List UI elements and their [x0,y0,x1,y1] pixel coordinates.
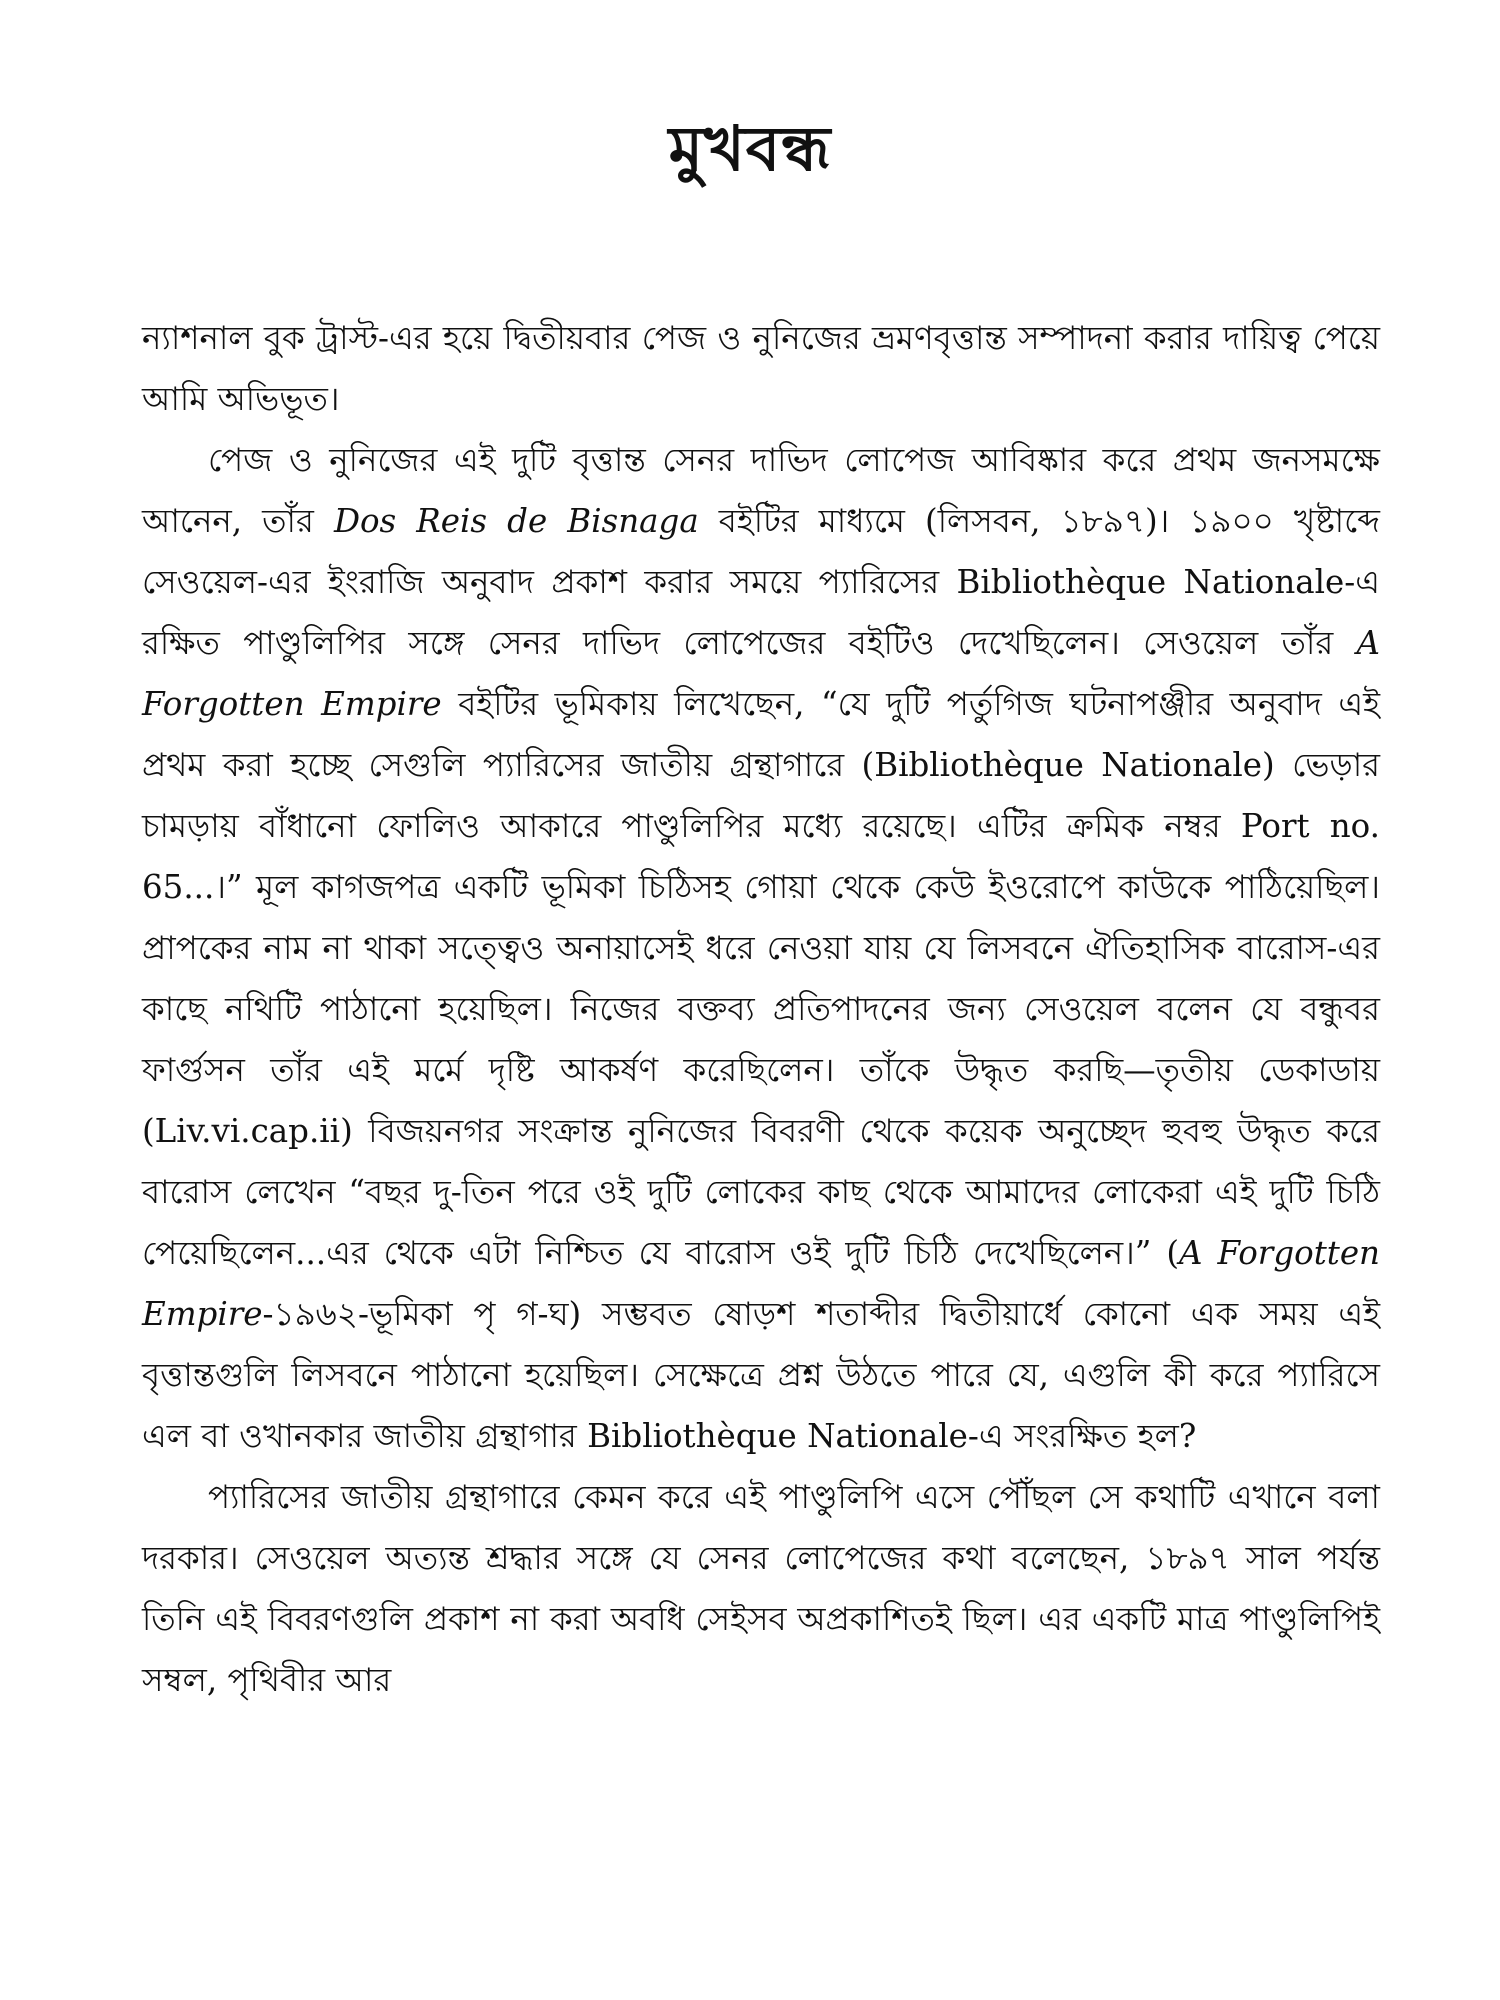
paragraph-3-text: প্যারিসের জাতীয় গ্রন্থাগারে কেমন করে এই পাণ্ডুলিপি এসে পৌঁছল সে কথাটি এখানে বলা দরকার। সেওয়েল অত্যন্ত শ্রদ্ধার সঙ্গে যে সেনর লোপেজের কথা বলেছেন, ১৮৯৭ সাল পর্যন্ত তিনি এই বিবরণগুলি প্রকাশ না করা অবধি সেইসব অপ্রকাশিতই ছিল। এর একটি মাত্র পাণ্ডুলিপিই সম্বল, পৃথিবীর আর [142,1478,1380,1699]
book-title-forgotten-empire: A Forgotten Empire [142,1234,1380,1333]
book-title-forgotten-empire: A Forgotten Empire [142,624,1380,723]
paragraph-2 [142,430,1380,1467]
paragraph-2-text: বইটির ভূমিকায় লিখেছেন, “যে দুটি পর্তুগিজ ঘটনাপঞ্জীর অনুবাদ এই প্রথম করা হচ্ছে সেগুলি প্যারিসের জাতীয় গ্রন্থাগারে (Bibliothèque Nationale) ভেড়ার চামড়ায় বাঁধানো ফোলিও আকারে পাণ্ডুলিপির মধ্যে রয়েছে। এটির ক্রমিক নম্বর Port no. 65...।” মূল কাগজপত্র একটি ভূমিকা চিঠিসহ গোয়া থেকে কেউ ইওরোপে কাউকে পাঠিয়েছিল। প্রাপকের নাম না থাকা সত্ত্বেও অনায়াসেই ধরে নেওয়া যায় যে লিসবনে ঐতিহাসিক বারোস-এর কাছে নথিটি পাঠানো হয়েছিল। নিজের বক্তব্য প্রতিপাদনের জন্য সেওয়েল বলেন যে বন্ধুবর ফার্গুসন তাঁর এই মর্মে দৃষ্টি আকর্ষণ করেছিলেন। তাঁকে উদ্ধৃত করছি—তৃতীয় ডেকাডায় (Liv.vi.cap.ii) বিজয়নগর সংক্রান্ত নুনিজের বিবরণী থেকে কয়েক অনুচ্ছেদ হুবহু উদ্ধৃত করে বারোস লেখেন “বছর দু-তিন পরে ওই দুটি লোকের কাছ থেকে আমাদের লোকেরা এই দুটি চিঠি পেয়েছিলেন...এর থেকে এটা নিশ্চিত যে বারোস ওই দুটি চিঠি দেখেছিলেন।” ( [142,685,1381,1272]
book-title-dos-reis: Dos Reis de Bisnaga [333,502,699,540]
paragraph-2-text: বইটির মাধ্যমে (লিসবন, ১৮৯৭)। ১৯০০ খৃষ্টাব্দে সেওয়েল-এর ইংরাজি অনুবাদ প্রকাশ করার সময়ে প্যারিসের Bibliothèque Nationale-এ রক্ষিত পাণ্ডুলিপির সঙ্গে সেনর দাভিদ লোপেজের বইটিও দেখেছিলেন। সেওয়েল তাঁর [142,502,1380,662]
paragraph-2-text: -১৯৬২-ভূমিকা পৃ গ-ঘ) সম্ভবত ষোড়শ শতাব্দীর দ্বিতীয়ার্ধে কোনো এক সময় এই বৃত্তান্তগুলি লিসবনে পাঠানো হয়েছিল। সেক্ষেত্রে প্রশ্ন উঠতে পারে যে, এগুলি কী করে প্যারিসে এল বা ওখানকার জাতীয় গ্রন্থাগার Bibliothèque Nationale-এ সংরক্ষিত হল? [142,1295,1380,1455]
page-title: মুখবন্ধ [668,112,832,185]
paragraph-3 [142,1467,1380,1711]
body-text [142,308,1380,1711]
paragraph-1-text: ন্যাশনাল বুক ট্রাস্ট-এর হয়ে দ্বিতীয়বার পেজ ও নুনিজের ভ্রমণবৃত্তান্ত সম্পাদনা করার দায়িত্ব পেয়ে আমি অভিভূত। [142,319,1380,418]
paragraph-2-text: পেজ ও নুনিজের এই দুটি বৃত্তান্ত সেনর দাভিদ লোপেজ আবিষ্কার করে প্রথম জনসমক্ষে আনেন, তাঁর [142,441,1380,540]
paragraph-1 [142,308,1380,430]
